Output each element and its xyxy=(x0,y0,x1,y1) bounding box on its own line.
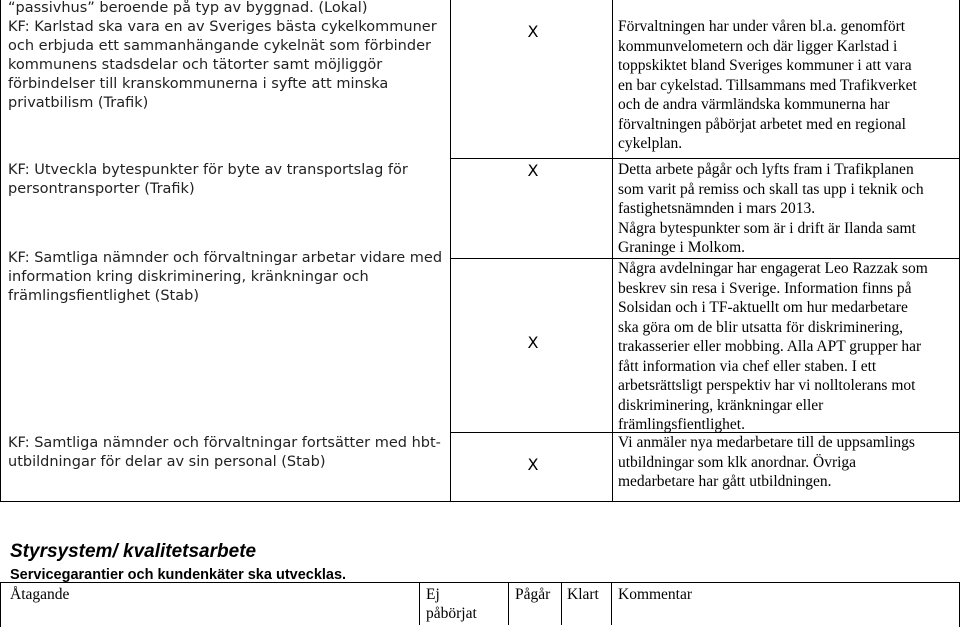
column-divider-pagar xyxy=(561,582,562,625)
column-header-pagar: Pågår xyxy=(515,586,551,603)
table-row-3-mark: X xyxy=(527,333,539,352)
table-row-3-text: KF: Samtliga nämnder och förvaltningar arbetar vidare med information kring diskriminering, kränkningar och främlingsfientlighet (Stab) xyxy=(8,250,443,304)
table-row-2-mark: X xyxy=(527,161,539,180)
column-divider-mark xyxy=(612,0,613,502)
table-row-3-comment: Några avdelningar har engagerat Leo Razzak som beskrev sin resa i Sverige. Information finns på Solsidan och i TF-aktuellt om hur medarbetare ska göra om de blir utsatta för diskriminering, trakasserier eller mobbing. Alla APT grupper har fått information via chef eller staben. I ett arbetsrättsligt perspektiv har vi nolltolerans mot diskriminering, kränkningar eller främlingsfientlighet. xyxy=(618,260,928,433)
column-header-klart: Klart xyxy=(567,586,599,603)
column-header-paborjat: påbörjat xyxy=(426,605,477,622)
row-divider-1 xyxy=(450,158,960,159)
column-divider-ej xyxy=(508,582,509,625)
table-row-1-mark: X xyxy=(527,22,539,41)
table-row-2-text: KF: Utveckla bytespunkter för byte av transportslag för persontransporter (Trafik) xyxy=(8,162,408,197)
table-row-4-mark: X xyxy=(527,455,539,474)
table-row-1-text: “passivhus” beroende på typ av byggnad. (Lokal) KF: Karlstad ska vara en av Sveriges bästa cykelkommuner och erbjuda ett sammanhängande cykelnät som förbinder kommunens stadsdelar och tätorter samt möjliggör förbindelser till kranskommunerna i syfte att minska privatbilism (Trafik) xyxy=(8,0,437,111)
section-subheading: Servicegarantier och kundenkäter ska utvecklas. xyxy=(10,567,347,583)
service-guarantee-table xyxy=(0,582,960,627)
table-row-4-comment: Vi anmäler nya medarbetare till de uppsamlings utbildningar som klk anordnar. Övriga medarbetare har gått utbildningen. xyxy=(618,434,915,490)
column-divider-left xyxy=(450,0,451,502)
column-header-ej: Ej xyxy=(426,586,440,603)
column-divider-klart xyxy=(611,582,612,625)
column-divider-atagande xyxy=(419,582,420,625)
table-row-4-text: KF: Samtliga nämnder och förvaltningar fortsätter med hbt- utbildningar för delar av sin personal (Stab) xyxy=(8,435,441,470)
column-header-atagande: Åtagande xyxy=(10,586,70,603)
column-header-kommentar: Kommentar xyxy=(618,586,693,603)
section-heading: Styrsystem/ kvalitetsarbete xyxy=(10,541,257,562)
table-row-1-comment: Förvaltningen har under våren bl.a. genomfört kommunvelometern och där ligger Karlstad i toppskiktet bland Sveriges kommuner i att vara en bar cykelstad. Tillsammans med Trafikverket och de andra värmländska kommunerna har förvaltningen påbörjat arbetet med en regional cykelplan. xyxy=(618,18,917,152)
table-row-2-comment: Detta arbete pågår och lyfts fram i Trafikplanen som varit på remiss och skall tas upp i teknik och fastighetsnämnden i mars 2013. Några bytespunkter som är i drift är Ilanda samt Graninge i Molkom. xyxy=(618,161,924,256)
